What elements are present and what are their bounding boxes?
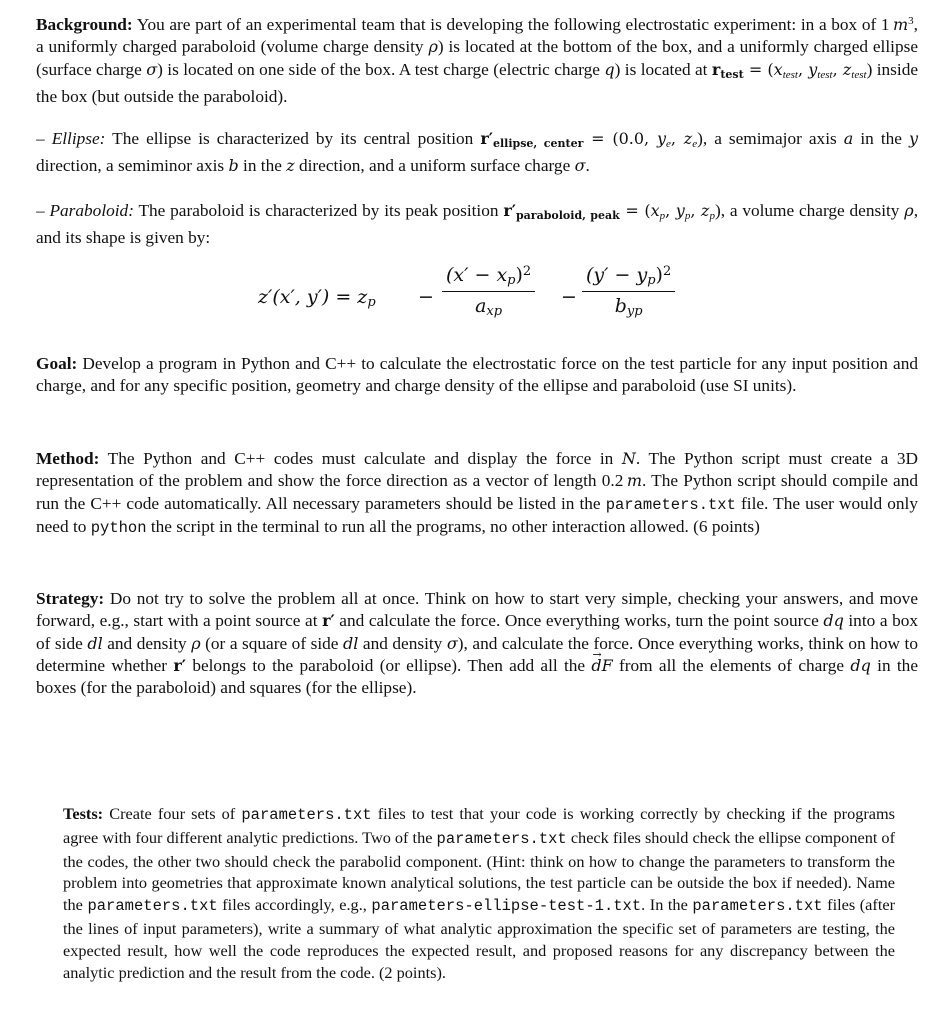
- strategy-paragraph: Strategy: Do not try to solve the problem all at once. Think on how to start very simple, checking your answers, and move forward, e.g., start with a point source at r′ and calculate the force. Once everything works, turn the point source dq into a box of side dl and density ρ (or a square of side dl and density σ), and calculate the force. Once everything works, think on how to determine whether r′ belongs to the paraboloid (or ellipse). Then add all the → dF from all the elements of charge dq in the boxes (for the paraboloid) and squares (for the ellipse).: [36, 588, 918, 699]
- formula-minus-2: −: [561, 286, 577, 308]
- method-paragraph: Method: The Python and C++ codes must calculate and display the force in N. The Python script must create a 3D representation of the problem and show the force direction as a vector of length 0.2 m. The Python script should compile and run the C++ code automatically. All necessary parameters should be listed in the parameters.txt file. The user would only need to python the script in the terminal to run all the programs, no other interaction allowed. (6 points): [36, 449, 918, 537]
- formula-minus-1: −: [418, 286, 434, 308]
- ellipse-label: Ellipse:: [51, 129, 106, 148]
- paraboloid-label: Paraboloid:: [49, 201, 134, 220]
- tests-paragraph: Tests: Create four sets of parameters.txt files to test that your code is working correctly by checking if the programs agree with four different analytic predictions. Two of the parameters.txt check files should check the ellipse component of the codes, the other two should check the parabolid component. (Hint: think on how to change the parameters to transform the problem into geometries that approximate known analytical solutions, the test particle can be outside the box if needed). Name the parameters.txt files accordingly, e.g., parameters-ellipse-test-1.txt. In the parameters.txt files (after the lines of input parameters), write a summary of what analytic approximation the specific set of parameters are testing, the expected result, how well the code reproduces the expected result, and proposed reasons for any discrepancy between the analytic prediction and the result from the code. (2 points).: [63, 804, 896, 982]
- dF-vector: → dF: [591, 655, 612, 677]
- goal-paragraph: Goal: Develop a program in Python and C++ to calculate the electrostatic force on the test particle for any input position and charge, and for any specific position, geometry and charge density of the ellipse and paraboloid (use SI units).: [36, 354, 918, 396]
- method-heading: Method:: [36, 449, 100, 468]
- background-paragraph: Background: You are part of an experimental team that is developing the following electrostatic experiment: in a box of 1 $m^3$, a uniformly charged paraboloid (volume charge density ρ) is located at the bottom of the box, and a uniformly charged ellipse (surface charge σ) is located on one side of the box. A test charge (electric charge q) is located at $r_{test} = (x_{test}$, $y_{test}$, $z_{test}$) inside the box (but outside the paraboloid).: [36, 15, 918, 106]
- fraction-bar: [582, 291, 675, 292]
- fraction-bar: [442, 291, 535, 292]
- paraboloid-formula: [258, 264, 688, 330]
- goal-heading: Goal:: [36, 354, 78, 373]
- strategy-heading: Strategy:: [36, 589, 105, 608]
- background-heading: Background:: [36, 15, 133, 34]
- parameters-file-name: parameters.txt: [605, 495, 736, 514]
- python-command: python: [90, 518, 147, 537]
- paraboloid-paragraph: – Paraboloid: The paraboloid is characterized by its peak position $r'_{paraboloid, peak} = (x_p$, $y_p$, $z_p$), a volume charge density ρ, and its shape is given by:: [36, 201, 919, 248]
- tests-heading: Tests:: [63, 804, 104, 823]
- ellipse-paragraph: – Ellipse: The ellipse is characterized by its central position $r'_{ellipse, center} = (0.0$, $y_e$, $z_e$), a semimajor axis a in the y direction, a semiminor axis b in the z direction, and a uniform surface charge σ.: [36, 129, 919, 176]
- formula-fraction-x: $(x' - x_p)^2$ $a_{xp}$: [442, 264, 535, 319]
- formula-fraction-y: $(y' - y_p)^2$ $b_{yp}$: [582, 264, 675, 319]
- formula-lhs: z′(x′, $y') = z_p$: [258, 286, 376, 310]
